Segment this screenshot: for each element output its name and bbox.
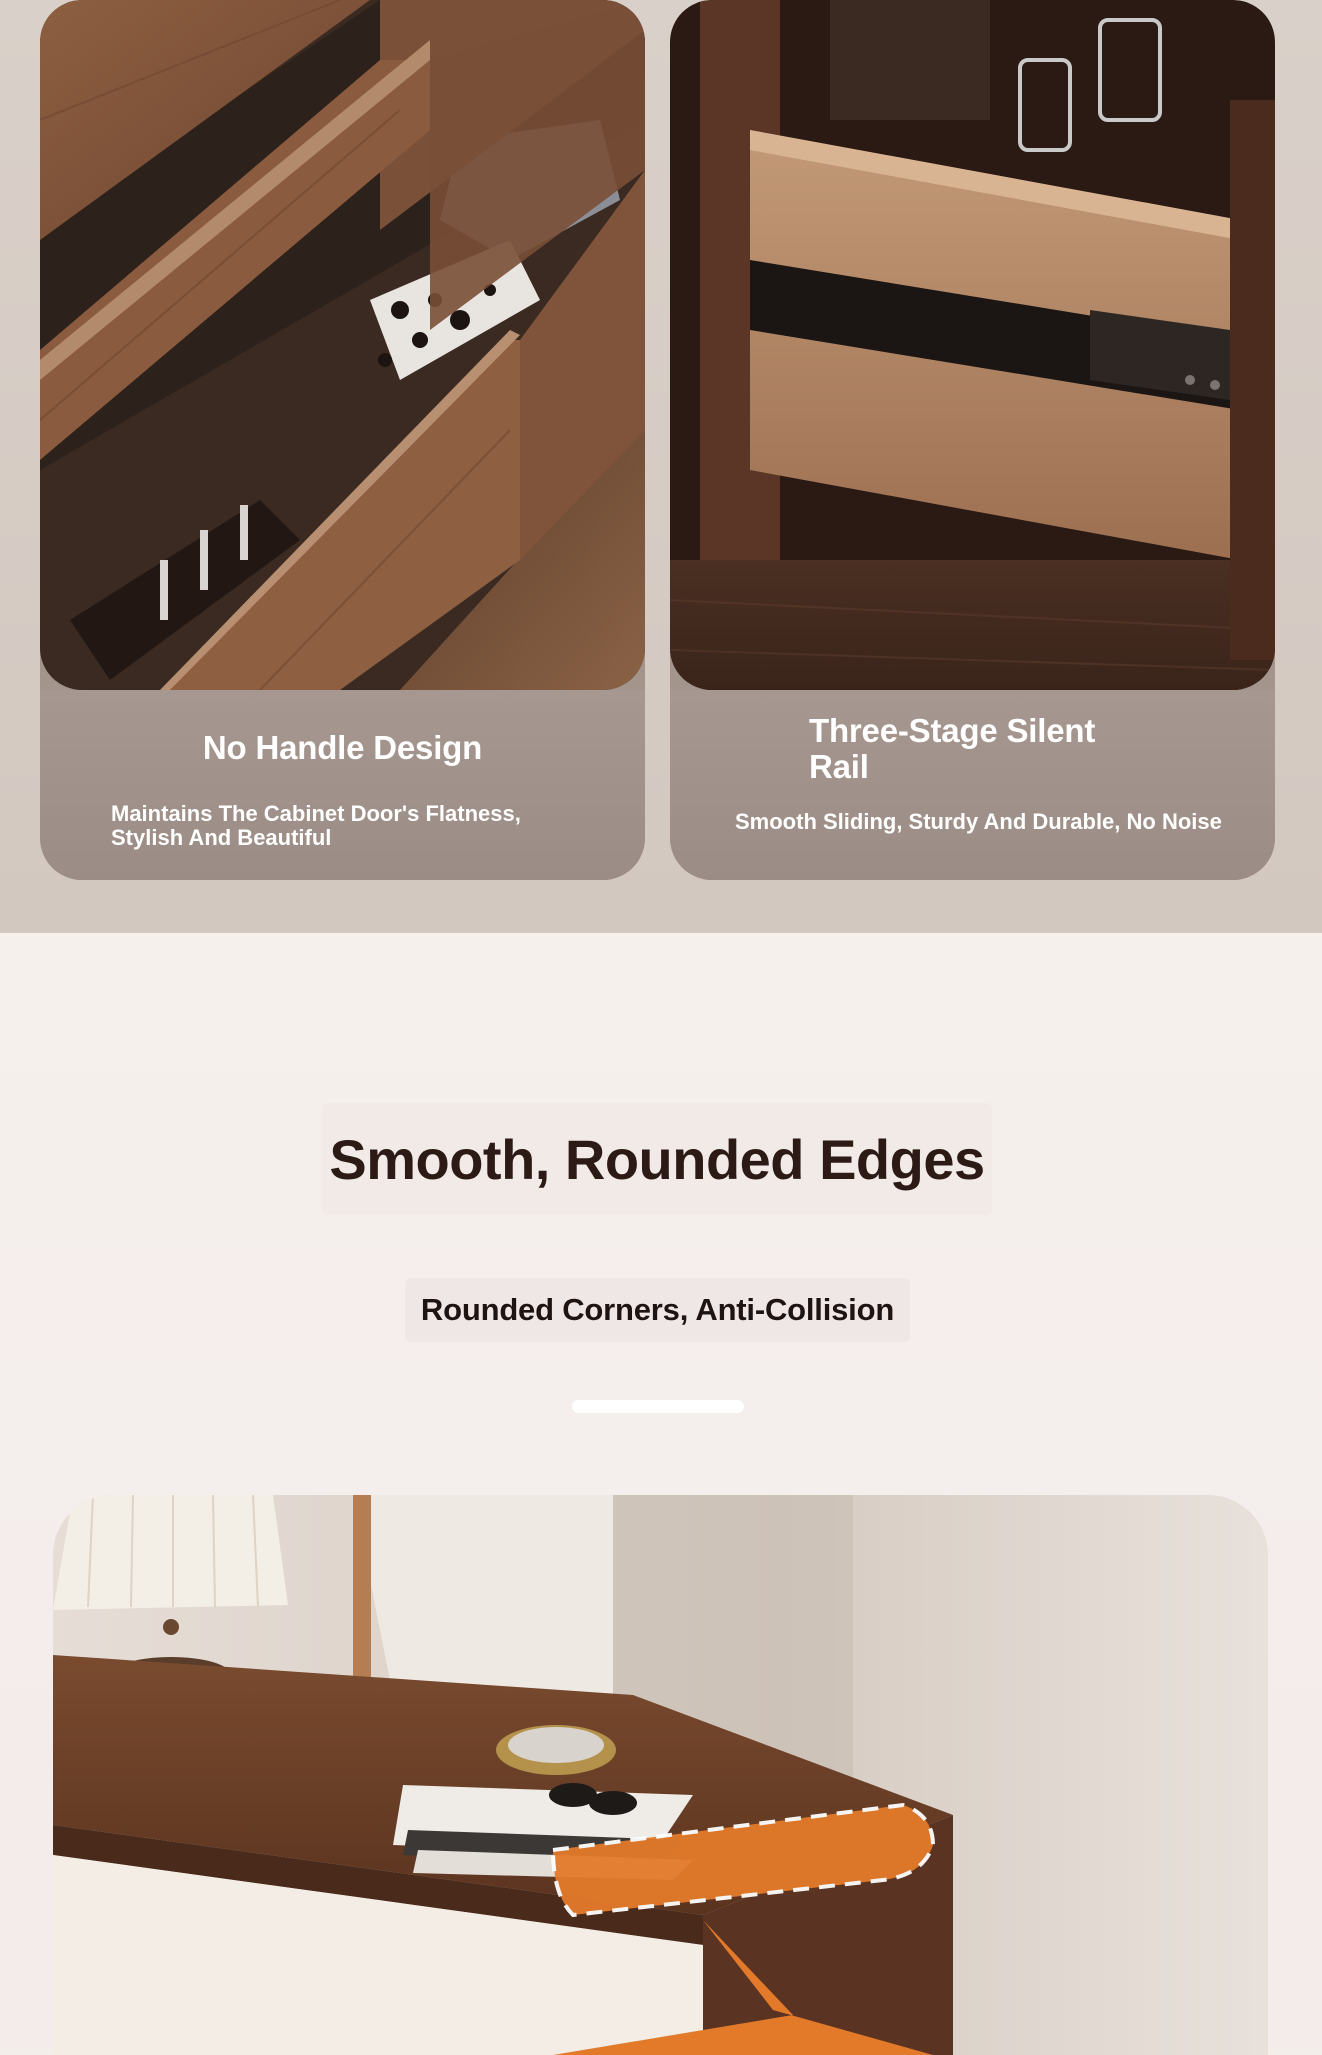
feature-description: Maintains The Cabinet Door's Flatness, Stylish And Beautiful (111, 801, 521, 850)
rounded-edges-section (0, 933, 1322, 2048)
section-subheading-box (405, 1278, 910, 1342)
drawer-illustration (40, 0, 645, 690)
divider-bar (572, 1400, 744, 1413)
drawer-photo (40, 0, 645, 690)
feature-title: No Handle Design (202, 729, 483, 766)
rail-illustration (670, 0, 1275, 690)
section-title: Smooth, Rounded Edges (329, 1127, 985, 1191)
feature-card-no-handle (40, 0, 645, 880)
feature-caption (670, 690, 1275, 880)
feature-section (0, 0, 1322, 933)
cabinet-corner-illustration (53, 1495, 1268, 2055)
feature-description: Smooth Sliding, Sturdy And Durable, No Noise (735, 809, 1222, 834)
section-subtitle: Rounded Corners, Anti-Collision (420, 1292, 895, 1327)
cabinet-corner-photo (53, 1495, 1268, 2055)
feature-caption (40, 690, 645, 880)
feature-title: Three-Stage Silent Rail (809, 712, 1096, 785)
section-heading-box (322, 1103, 992, 1215)
rail-photo (670, 0, 1275, 690)
feature-card-silent-rail (670, 0, 1275, 880)
